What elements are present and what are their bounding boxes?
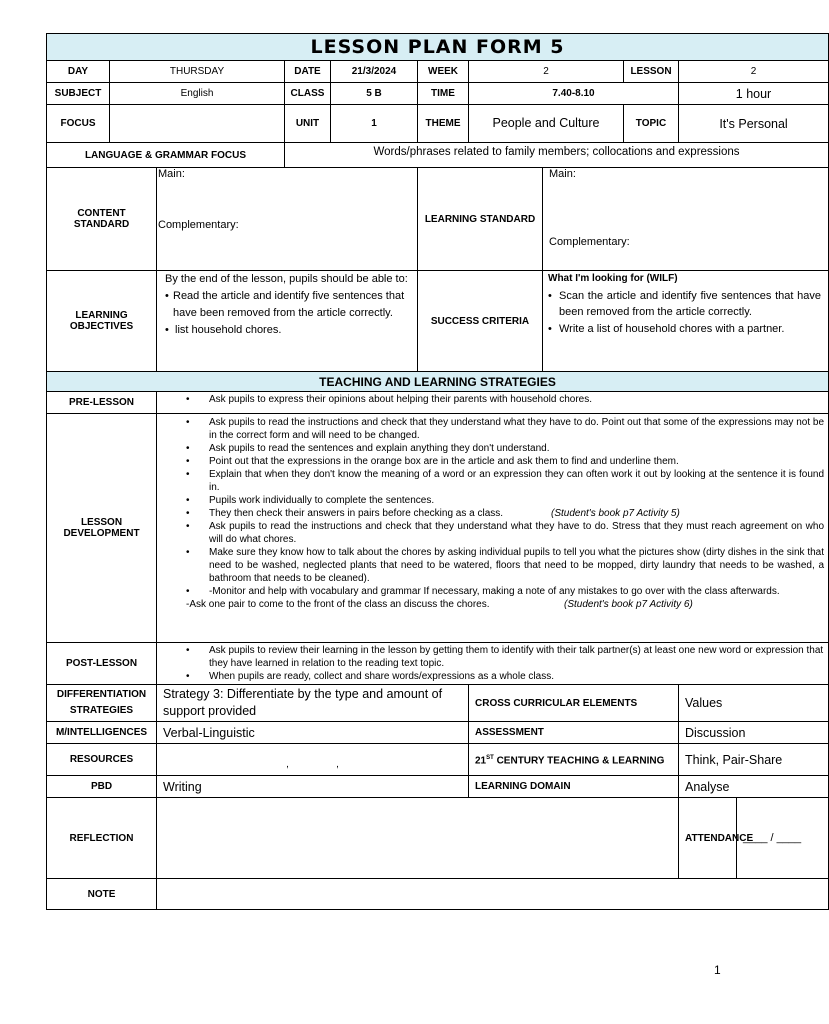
content-standard-complementary: Complementary: <box>158 219 239 231</box>
learning-standard-main: Main: <box>549 168 576 180</box>
reflection-value[interactable] <box>157 798 679 879</box>
differentiation-label: DIFFERENTIATION STRATEGIES <box>47 685 157 722</box>
content-standard-label: CONTENT STANDARD <box>47 168 157 271</box>
list-item: • Make sure they know how to talk about the chores by asking individual pupils to tell you what the pictures show (dirty dishes in the sink that need to be washed, neglected plants that need to be watered, floors that need to be mopped, dirty laundry that needs to be washed, a bathroom that needs to be cleaned). <box>186 547 825 584</box>
list-item: • list household chores. <box>165 324 282 336</box>
learning-standard-label: LEARNING STANDARD <box>418 168 543 271</box>
list-item: • Ask pupils to express their opinions about helping their parents with household chores. <box>186 394 593 405</box>
pre-lesson-list <box>157 392 828 406</box>
learning-objectives-intro: By the end of the lesson, pupils should be able to: <box>165 273 408 285</box>
unit-value[interactable]: 1 <box>331 105 418 143</box>
intelligences-label: M/INTELLIGENCES <box>47 722 157 744</box>
reflection-label: REFLECTION <box>47 798 157 879</box>
lesson-label: LESSON <box>624 61 679 83</box>
strategies-header: TEACHING AND LEARNING STRATEGIES <box>47 372 829 392</box>
cross-curricular-label: CROSS CURRICULAR ELEMENTS <box>469 685 679 722</box>
resources-label: RESOURCES <box>47 744 157 776</box>
learning-objectives-list <box>165 288 413 339</box>
pre-lesson-label: PRE-LESSON <box>47 392 157 414</box>
activity-5-reference: (Student's book p7 Activity 5) <box>551 508 680 519</box>
list-item: • Ask pupils to review their learning in the lesson by getting them to identify with their talk partner(s) at least one new word or expression that they have learned in relation to the reading text topic. <box>186 645 824 669</box>
learning-standard-complementary: Complementary: <box>549 236 630 248</box>
list-item: • When pupils are ready, collect and share words/expressions as a whole class. <box>186 671 554 682</box>
learning-objectives-cell[interactable] <box>157 271 418 372</box>
lesson-development-label: LESSON DEVELOPMENT <box>47 414 157 643</box>
form-title: LESSON PLAN FORM 5 <box>47 34 829 61</box>
duration-value[interactable]: 1 hour <box>679 83 829 105</box>
subject-value[interactable]: English <box>110 83 285 105</box>
cross-curricular-value[interactable]: Values <box>679 685 829 722</box>
century-learning-value[interactable]: Think, Pair-Share <box>679 744 829 776</box>
post-lesson-cell[interactable] <box>157 643 829 685</box>
focus-value[interactable] <box>110 105 285 143</box>
success-criteria-label: SUCCESS CRITERIA <box>418 271 543 372</box>
learning-domain-label: LEARNING DOMAIN <box>469 776 679 798</box>
learning-standard-cell[interactable] <box>543 168 829 271</box>
list-item: • Explain that when they don't know the meaning of a word or an expression they can often work it out by looking at the sentence it is found in. <box>186 469 825 493</box>
day-value[interactable]: THURSDAY <box>110 61 285 83</box>
subject-label: SUBJECT <box>47 83 110 105</box>
list-item: • Scan the article and identify five sentences that have been removed from the article correctly. <box>548 289 822 318</box>
week-value[interactable]: 2 <box>469 61 624 83</box>
pbd-label: PBD <box>47 776 157 798</box>
list-item: • -Monitor and help with vocabulary and grammar If necessary, making a note of any mistakes to go over with the class afterwards. <box>186 586 780 597</box>
pbd-value[interactable]: Writing <box>157 776 469 798</box>
date-label: DATE <box>285 61 331 83</box>
assessment-label: ASSESSMENT <box>469 722 679 744</box>
list-item: -Ask one pair to come to the front of the class an discuss the chores. (Student's book p7 Activity 6) <box>186 599 693 610</box>
post-lesson-list <box>157 643 828 683</box>
century-learning-label: 21ST CENTURY TEACHING & LEARNING <box>469 744 679 776</box>
note-value[interactable] <box>157 879 829 910</box>
learning-domain-value[interactable]: Analyse <box>679 776 829 798</box>
language-focus-value[interactable]: Words/phrases related to family members; collocations and expressions <box>285 143 829 168</box>
success-criteria-list <box>548 288 821 338</box>
language-focus-label: LANGUAGE & GRAMMAR FOCUS <box>47 143 285 168</box>
lesson-development-cell[interactable] <box>157 414 829 643</box>
page-number: 1 <box>714 963 721 977</box>
attendance-label: ATTENDANCE <box>679 798 737 879</box>
class-value[interactable]: 5 B <box>331 83 418 105</box>
differentiation-value[interactable]: Strategy 3: Differentiate by the type and amount of support provided <box>157 685 469 722</box>
resources-value[interactable]: , , <box>157 744 469 776</box>
list-item: • Ask pupils to read the instructions and check that they understand what they have to do. Stress that they must reach agreement on who will do what chores. <box>186 521 825 545</box>
theme-value[interactable]: People and Culture <box>469 105 624 143</box>
class-label: CLASS <box>285 83 331 105</box>
lesson-value[interactable]: 2 <box>679 61 829 83</box>
note-label: NOTE <box>47 879 157 910</box>
topic-value[interactable]: It's Personal <box>679 105 829 143</box>
assessment-value[interactable]: Discussion <box>679 722 829 744</box>
list-item: • Ask pupils to read the sentences and explain anything they don't understand. <box>186 443 550 454</box>
pre-lesson-cell[interactable] <box>157 392 829 414</box>
focus-label: FOCUS <box>47 105 110 143</box>
week-label: WEEK <box>418 61 469 83</box>
list-item: • Pupils work individually to complete the sentences. <box>186 495 435 506</box>
unit-label: UNIT <box>285 105 331 143</box>
list-item: • Point out that the expressions in the orange box are in the article and ask them to find and underline them. <box>186 456 679 467</box>
learning-objectives-label: LEARNING OBJECTIVES <box>47 271 157 372</box>
content-standard-main: Main: <box>158 168 185 180</box>
theme-label: THEME <box>418 105 469 143</box>
time-value[interactable]: 7.40-8.10 <box>469 83 679 105</box>
attendance-value[interactable]: ____ / ____ <box>737 798 829 879</box>
success-criteria-intro: What I'm looking for (WILF) <box>548 273 678 284</box>
date-value[interactable]: 21/3/2024 <box>331 61 418 83</box>
list-item: • Write a list of household chores with a partner. <box>548 322 785 335</box>
success-criteria-cell[interactable] <box>543 271 829 372</box>
time-label: TIME <box>418 83 469 105</box>
content-standard-cell[interactable] <box>157 168 418 271</box>
lesson-development-list <box>157 414 828 611</box>
post-lesson-label: POST-LESSON <box>47 643 157 685</box>
topic-label: TOPIC <box>624 105 679 143</box>
activity-6-reference: (Student's book p7 Activity 6) <box>564 599 693 610</box>
list-item: • Ask pupils to read the instructions and check that they understand what they have to do. Point out that some of the expressions may not be in the correct form and will need to be changed. <box>186 417 825 441</box>
lesson-plan-table <box>46 33 829 910</box>
list-item: • They then check their answers in pairs before checking as a class. (Student's book p7 Activity 5) <box>186 508 680 519</box>
list-item: • Read the article and identify five sentences that have been removed from the article correctly. <box>165 290 405 319</box>
day-label: DAY <box>47 61 110 83</box>
intelligences-value[interactable]: Verbal-Linguistic <box>157 722 469 744</box>
